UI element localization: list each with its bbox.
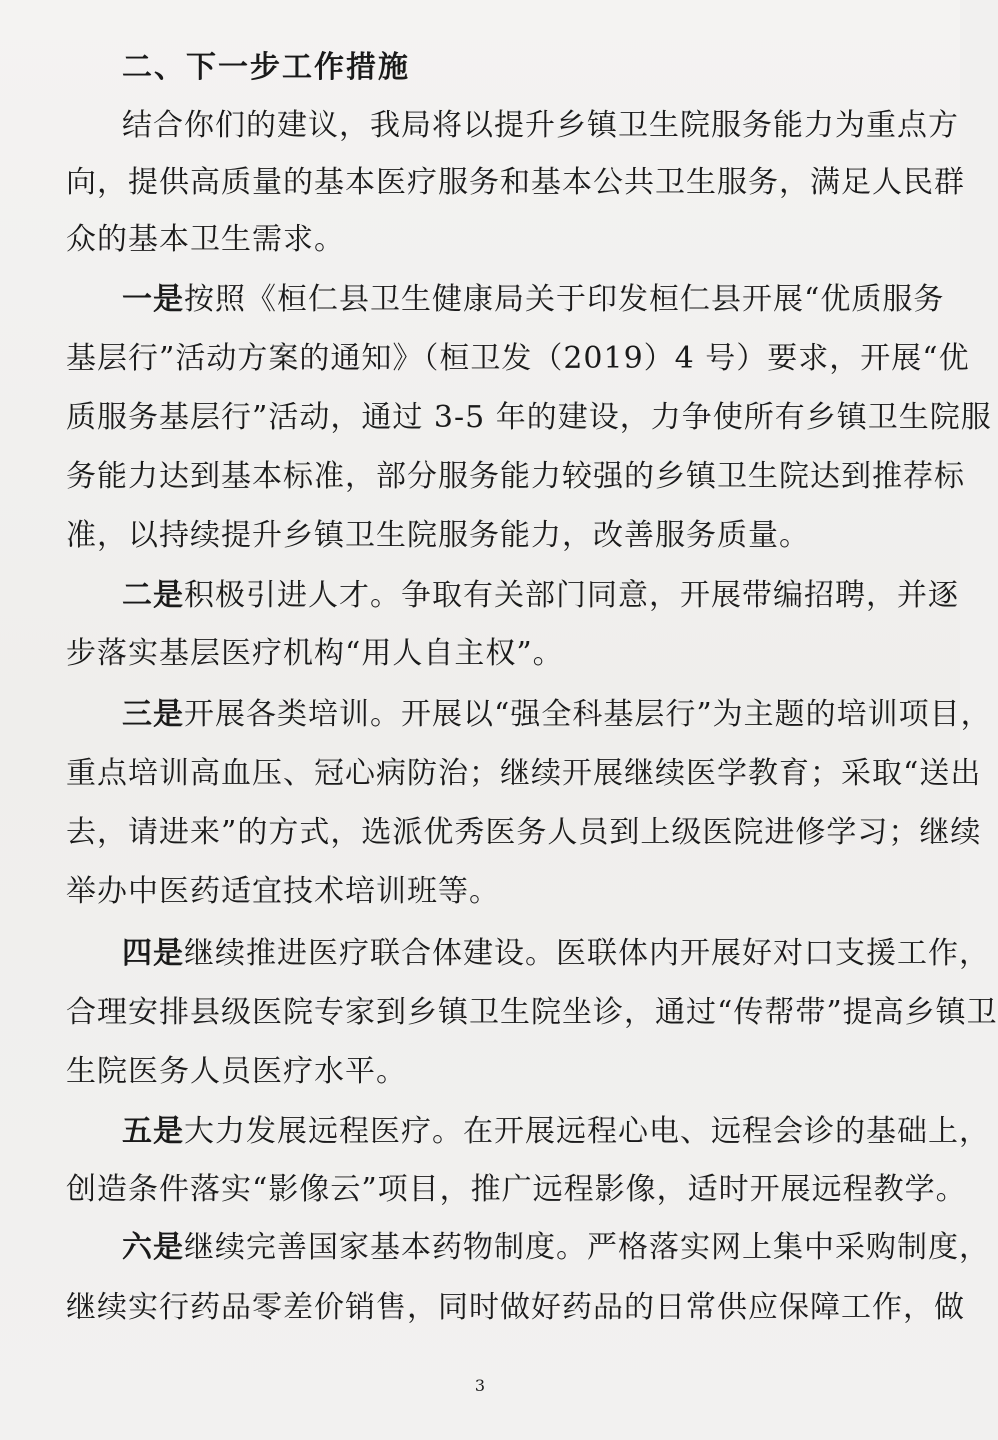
intro-line-2: 向，提供高质量的基本医疗服务和基本公共卫生服务，满足人民群 (66, 165, 965, 200)
measure-5-lead: 五是 (122, 1114, 184, 1149)
measure-5-line-2: 创造条件落实“影像云”项目，推广远程影像，适时开展远程教学。 (66, 1172, 967, 1207)
measure-4-line-2: 合理安排县级医院专家到乡镇卫生院坐诊，通过“传帮带”提高乡镇卫 (66, 995, 998, 1030)
measure-6-text: 继续完善国家基本药物制度。严格落实网上集中采购制度， (184, 1230, 990, 1265)
measure-6-line-2: 继续实行药品零差价销售，同时做好药品的日常供应保障工作，做 (66, 1290, 965, 1325)
intro-line-3: 众的基本卫生需求。 (66, 222, 345, 257)
measure-6-lead: 六是 (122, 1230, 184, 1265)
measure-4-text: 继续推进医疗联合体建设。医联体内开展好对口支援工作， (184, 936, 990, 971)
measure-3-line-1 (122, 693, 992, 737)
measure-3-line-2: 重点培训高血压、冠心病防治；继续开展继续医学教育；采取“送出 (66, 756, 982, 791)
measure-6-line-1 (122, 1226, 990, 1270)
measure-5-text: 大力发展远程医疗。在开展远程心电、远程会诊的基础上， (184, 1114, 990, 1149)
measure-1-line-5: 准，以持续提升乡镇卫生院服务能力，改善服务质量。 (66, 518, 810, 553)
measure-5-line-1 (122, 1110, 990, 1154)
section-heading: 二、下一步工作措施 (122, 50, 410, 85)
measure-3-line-3: 去，请进来”的方式，选派优秀医务人员到上级医院进修学习；继续 (66, 815, 982, 850)
measure-1-line-4: 务能力达到基本标准，部分服务能力较强的乡镇卫生院达到推荐标 (66, 459, 965, 494)
measure-2-lead: 二是 (122, 578, 184, 613)
measure-3-lead: 三是 (122, 697, 184, 732)
measure-2-text: 积极引进人才。争取有关部门同意，开展带编招聘，并逐 (184, 578, 959, 613)
measure-2-line-1 (122, 574, 959, 618)
page-number: 3 (474, 1376, 486, 1395)
measure-4-line-3: 生院医务人员医疗水平。 (66, 1054, 407, 1089)
measure-1-line-3: 质服务基层行”活动，通过 3-5 年的建设，力争使所有乡镇卫生院服 (66, 400, 992, 435)
measure-1-line-2: 基层行”活动方案的通知》（桓卫发（2019）4 号）要求，开展“优 (66, 341, 970, 376)
measure-3-line-4: 举办中医药适宜技术培训班等。 (66, 874, 500, 909)
measure-1-line-1 (122, 278, 945, 322)
measure-1-lead: 一是 (122, 282, 184, 317)
intro-line-1: 结合你们的建议，我局将以提升乡镇卫生院服务能力为重点方 (122, 108, 959, 143)
measure-1-text: 按照《桓仁县卫生健康局关于印发桓仁县开展“优质服务 (184, 282, 945, 317)
measure-3-text: 开展各类培训。开展以“强全科基层行”为主题的培训项目， (184, 697, 992, 732)
measure-4-lead: 四是 (122, 936, 184, 971)
measure-4-line-1 (122, 932, 990, 976)
measure-2-line-2: 步落实基层医疗机构“用人自主权”。 (66, 636, 564, 671)
